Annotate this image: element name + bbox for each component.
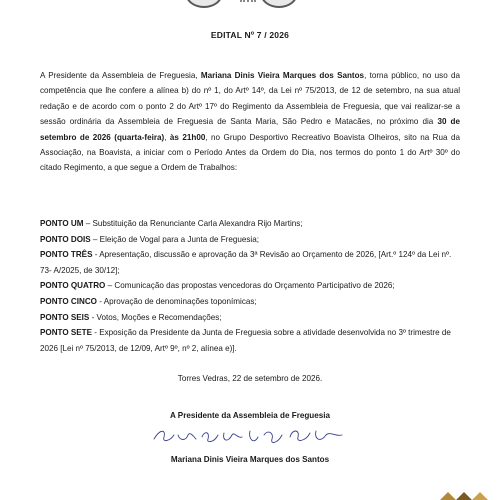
signatory-title: A Presidente da Assembleia de Freguesia (170, 411, 330, 420)
agenda-item (40, 216, 465, 232)
session-date: 30 de setembro de 2026 (quarta-feira) (40, 117, 461, 142)
president-name: Mariana Dinis Vieira Marques dos Santos (200, 71, 365, 80)
agenda-item-text: – Comunicação das propostas vencedoras do Orçamento Participativo de 2026; (105, 281, 395, 291)
parish-seal (260, 0, 298, 8)
session-time: às 21h00 (169, 132, 206, 142)
edital-title: EDITAL Nº 7 / 2026 (210, 30, 290, 40)
agenda-item (40, 310, 465, 326)
signatory-name: Mariana Dinis Vieira Marques dos Santos (170, 455, 330, 464)
agenda-item-label: PONTO TRÊS (40, 250, 93, 260)
agenda-item (40, 294, 465, 310)
agenda-item-text: – Substituição da Renunciante Carla Alexandra Rijo Martins; (83, 219, 303, 228)
agenda-item-label: PONTO UM (40, 219, 84, 228)
letterhead-ornament (240, 0, 256, 8)
agenda-list (40, 216, 465, 356)
agenda-item-text: - Exposição da Presidente da Junta de Freguesia sobre a atividade desenvolvida no 3º trimestre de 2026 [Lei nº 75/2013, de 12/09, Artº 9º, nº 2, alínea e)]. (40, 328, 451, 353)
footer-logo-icon (434, 490, 496, 500)
handwritten-signature (150, 423, 350, 447)
agenda-item-text: - Aprovação de denominações toponímicas; (96, 296, 257, 306)
place-and-date: Torres Vedras, 22 de setembro de 2026. (177, 374, 323, 383)
agenda-item-text: - Votos, Moções e Recomendações; (89, 312, 222, 322)
municipality-seal (185, 0, 223, 8)
agenda-item (40, 278, 465, 294)
intro-text-4: , no Grupo Desportivo Recreativo Boavista Olheiros, sito na Rua da Associação, na Boavista, a iniciar com o Período Antes da Ordem do Dia, nos termos do ponto 1 do Artº 30º do citado Regimento, a que segue a Ordem de Trabalhos: (40, 132, 460, 173)
agenda-item-label: PONTO CINCO (40, 296, 97, 306)
agenda-item-label: PONTO SETE (40, 328, 93, 338)
agenda-item (40, 247, 465, 278)
agenda-item-label: PONTO DOIS (40, 234, 91, 244)
intro-text-3: , (164, 132, 170, 142)
intro-text-1: A Presidente da Assembleia de Freguesia, (40, 71, 201, 80)
agenda-item-text: - Apresentação, discussão e aprovação da 3ª Revisão ao Orçamento de 2026, [Art.º 124º da Lei nº. 73- A/2025, de 30/12]; (40, 250, 452, 275)
intro-paragraph (40, 68, 460, 176)
intro-text-2: , torna público, no uso da competência que lhe confere a alínea b) do nº 1, do Artº 14º, da Lei nº 75/2013, de 12 de setembro, na sua atual redação e de acordo com o ponto 2 do Artº 17º do Regimento da Assembleia de Freguesia, que vai realizar-se a sessão ordinária da Assembleia de Freguesia de Santa Maria, São Pedro e Matacães, no próximo dia (40, 71, 460, 127)
agenda-item (40, 325, 465, 356)
agenda-item-label: PONTO SEIS (40, 312, 90, 322)
agenda-item-text: – Eleição de Vogal para a Junta de Freguesia; (90, 234, 259, 244)
agenda-item-label: PONTO QUATRO (40, 281, 106, 291)
agenda-item (40, 232, 465, 248)
